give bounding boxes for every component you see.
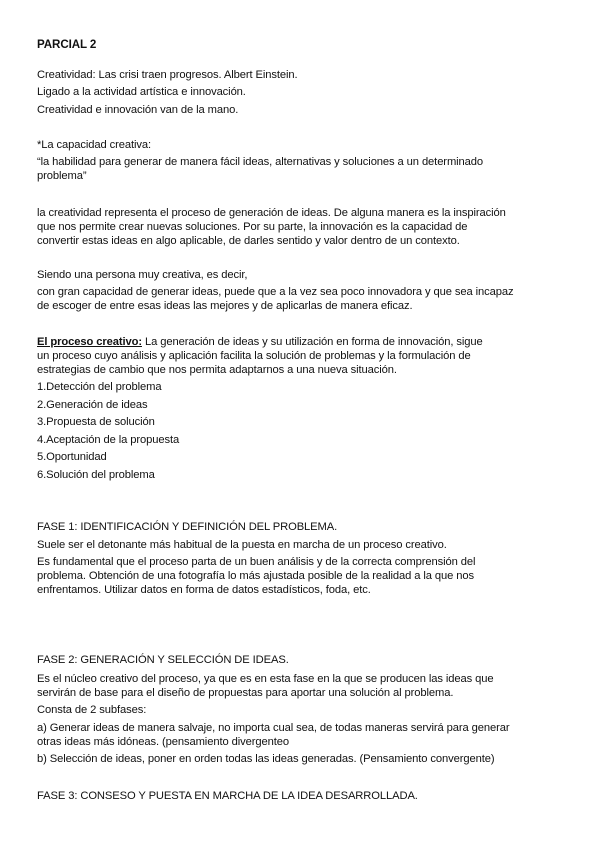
step-item: 2.Generación de ideas: [37, 399, 148, 411]
fase2-line: b) Selección de ideas, poner en orden todas las ideas generadas. (Pensamiento convergente): [37, 753, 495, 765]
step-item: 5.Oportunidad: [37, 451, 107, 463]
fase1-heading: FASE 1: IDENTIFICACIÓN Y DEFINICIÓN DEL PROBLEMA.: [37, 521, 338, 533]
document-title: PARCIAL 2: [37, 38, 97, 51]
creatividad-paragraph: que nos permite crear nuevas soluciones. Por su parte, la innovación es la capacidad de: [37, 221, 468, 233]
step-item: 1.Detección del problema: [37, 381, 162, 393]
persona-paragraph: con gran capacidad de generar ideas, puede que a la vez sea poco innovadora y que sea incapaz: [37, 286, 514, 298]
proceso-paragraph: estrategias de cambio que nos permita adaptarnos a una nueva situación.: [37, 364, 397, 376]
fase2-line: Consta de 2 subfases:: [37, 704, 147, 716]
intro-line: Ligado a la actividad artística e innovación.: [37, 86, 246, 98]
capacidad-definition: “la habilidad para generar de manera fácil ideas, alternativas y soluciones a un determinado: [37, 156, 484, 168]
proceso-paragraph: un proceso cuyo análisis y aplicación facilita la solución de problemas y la formulación de: [37, 350, 471, 362]
persona-paragraph: Siendo una persona muy creativa, es decir,: [37, 269, 248, 281]
proceso-label: El proceso creativo:: [37, 336, 142, 348]
intro-line: Creatividad e innovación van de la mano.: [37, 104, 239, 116]
step-item: 6.Solución del problema: [37, 469, 155, 481]
capacidad-heading: *La capacidad creativa:: [37, 139, 151, 151]
fase1-line: Suele ser el detonante más habitual de la puesta en marcha de un proceso creativo.: [37, 539, 447, 551]
fase2-line: servirán de base para el diseño de propuestas para aportar una solución al problema.: [37, 687, 454, 699]
persona-paragraph: de escoger de entre esas ideas las mejores y de aplicarlas de manera eficaz.: [37, 300, 413, 312]
step-item: 3.Propuesta de solución: [37, 416, 155, 428]
proceso-text: La generación de ideas y su utilización en forma de innovación, sigue: [141, 336, 483, 348]
creatividad-paragraph: convertir estas ideas en algo aplicable, de darles sentido y valor dentro de un contexto.: [37, 235, 460, 247]
fase2-line: Es el núcleo creativo del proceso, ya que es en esta fase en la que se producen las ideas que: [37, 673, 494, 685]
capacidad-definition: problema”: [37, 170, 87, 182]
step-item: 4.Aceptación de la propuesta: [37, 434, 180, 446]
fase2-line: otras ideas más idóneas. (pensamiento divergenteo: [37, 736, 289, 748]
intro-line: Creatividad: Las crisi traen progresos. Albert Einstein.: [37, 69, 298, 81]
fase1-line: problema. Obtención de una fotografía lo más ajustada posible de la realidad a la que nos: [37, 570, 475, 582]
fase2-heading: FASE 2: GENERACIÓN Y SELECCIÓN DE IDEAS.: [37, 654, 289, 666]
creatividad-paragraph: la creatividad representa el proceso de generación de ideas. De alguna manera es la inspiración: [37, 207, 506, 219]
fase3-heading: FASE 3: CONSESO Y PUESTA EN MARCHA DE LA IDEA DESARROLLADA.: [37, 790, 418, 802]
fase1-line: Es fundamental que el proceso parta de un buen análisis y de la correcta comprensión del: [37, 556, 476, 568]
fase2-line: a) Generar ideas de manera salvaje, no importa cual sea, de todas maneras servirá para generar: [37, 722, 510, 734]
proceso-paragraph: [37, 335, 483, 349]
fase1-line: enfrentamos. Utilizar datos en forma de datos estadísticos, foda, etc.: [37, 584, 371, 596]
